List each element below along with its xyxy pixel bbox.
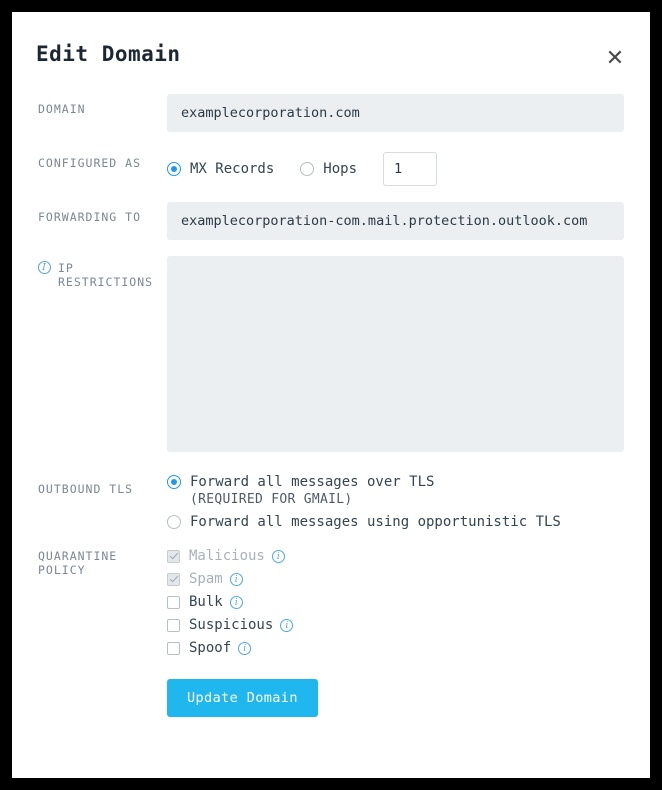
quarantine-item-spam[interactable] [167,571,624,587]
edit-domain-modal [12,12,650,778]
checkbox-malicious-label: Malicious [189,548,265,564]
checkbox-spam-label: Spam [189,571,223,587]
quarantine-item-bulk[interactable] [167,594,624,610]
radio-mx-records[interactable] [167,162,181,176]
info-icon[interactable]: i [238,642,251,655]
configured-as-options [167,148,650,186]
actions-spacer [12,679,167,709]
hops-input[interactable] [383,152,437,186]
actions-row [12,679,650,717]
checkbox-suspicious[interactable] [167,619,180,632]
forwarding-to-input[interactable] [167,202,624,240]
quarantine-item-spoof[interactable] [167,640,624,656]
ip-restrictions-label-text: IP RESTRICTIONS [58,261,154,289]
radio-tls-opportunistic[interactable] [167,515,181,529]
radio-mx-records-label: MX Records [190,161,275,177]
quarantine-policy-options [167,548,650,663]
checkbox-bulk-label: Bulk [189,594,223,610]
info-icon[interactable]: I [38,261,51,274]
ip-restrictions-label [12,256,167,289]
forwarding-to-field-wrap [167,202,650,240]
domain-row [12,94,650,132]
configured-as-row [12,148,650,186]
close-icon[interactable]: ✕ [605,46,625,71]
radio-tls-opportunistic-label: Forward all messages using opportunistic TLS [190,514,561,530]
info-icon[interactable]: i [230,573,243,586]
update-domain-button[interactable]: Update Domain [167,679,318,717]
quarantine-item-suspicious[interactable] [167,617,624,633]
info-icon[interactable]: i [272,550,285,563]
outbound-tls-label: OUTBOUND TLS [38,482,134,496]
domain-label: DOMAIN [38,102,86,116]
quarantine-policy-label: QUARANTINE POLICY [38,549,118,577]
info-icon[interactable]: i [280,619,293,632]
ip-restrictions-textarea[interactable] [167,256,624,452]
outbound-tls-option-1[interactable] [167,474,624,490]
radio-hops-label: Hops [323,161,358,177]
radio-hops[interactable] [300,162,314,176]
checkbox-bulk[interactable] [167,596,180,609]
checkbox-spoof-label: Spoof [189,640,232,656]
actions-field-wrap [167,679,650,717]
quarantine-item-malicious[interactable] [167,548,624,564]
radio-tls-required-label: Forward all messages over TLS [190,474,435,490]
page-title: Edit Domain [36,42,181,66]
outbound-tls-options [167,474,650,532]
outbound-tls-row [12,474,650,532]
ip-restrictions-row [12,256,650,456]
checkbox-malicious [167,550,180,563]
forwarding-to-row [12,202,650,240]
checkbox-suspicious-label: Suspicious [189,617,274,633]
radio-tls-required[interactable] [167,475,181,489]
checkbox-spoof[interactable] [167,642,180,655]
forwarding-to-label: FORWARDING TO [38,210,142,224]
info-icon[interactable]: i [230,596,243,609]
ip-restrictions-field-wrap [167,256,650,456]
domain-field-wrap [167,94,650,132]
domain-input[interactable] [167,94,624,132]
quarantine-policy-row [12,548,650,663]
checkbox-spam [167,573,180,586]
edit-domain-form [12,94,650,717]
configured-as-label: CONFIGURED AS [38,156,142,170]
outbound-tls-option-2[interactable] [167,514,624,530]
outbound-tls-option-1-note: (REQUIRED FOR GMAIL) [190,492,353,507]
